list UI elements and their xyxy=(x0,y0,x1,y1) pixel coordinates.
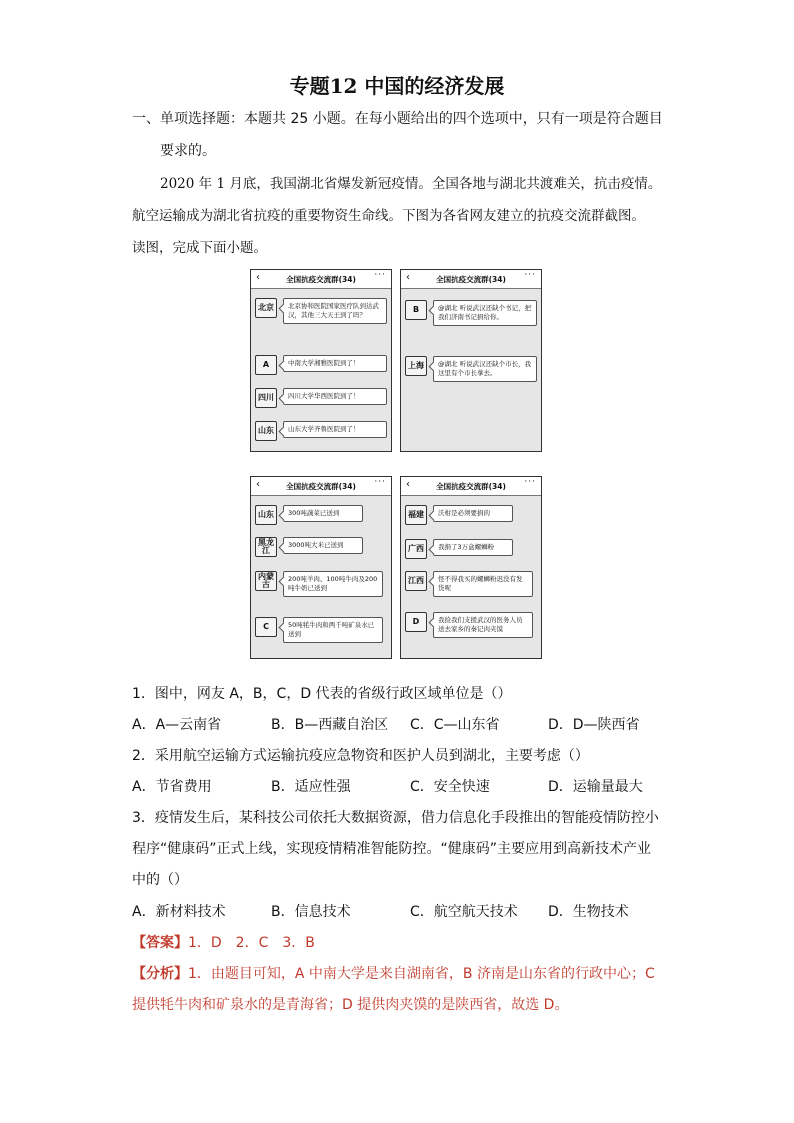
message-bubble: 四川大学华西医院到了！ xyxy=(283,388,387,405)
chevron-left-icon: ‹ xyxy=(406,479,410,490)
answer-label: 【答案】 xyxy=(132,935,188,951)
q2-option-a: A．节省费用 xyxy=(132,779,212,795)
passage-line-3: 读图，完成下面小题。 xyxy=(132,240,267,256)
question-2-stem: 2．采用航空运输方式运输抗疫应急物资和医护人员到湖北，主要考虑（） xyxy=(132,748,589,764)
avatar: 福建 xyxy=(405,505,427,525)
q1-option-c: C．C—山东省 xyxy=(410,717,500,733)
avatar: D xyxy=(405,612,427,632)
chat-message xyxy=(255,571,383,597)
chat-message xyxy=(255,505,363,525)
message-bubble: @湖北 听说武汉还缺个市长，我这里有个市长拿去。 xyxy=(433,356,537,382)
chat-screenshot-1 xyxy=(250,269,392,452)
passage-line-1: 2020 年 1 月底，我国湖北省爆发新冠疫情。全国各地与湖北共渡难关，抗击疫情。 xyxy=(160,176,662,192)
avatar: 上海 xyxy=(405,356,427,376)
message-bubble: 50吨牦牛肉和两千吨矿泉水已送到 xyxy=(283,617,383,643)
message-bubble: 怪不得我买的螺蛳粉迟没有发货呢 xyxy=(433,571,533,597)
chat-message xyxy=(255,421,387,441)
avatar: 内蒙古 xyxy=(255,571,277,591)
chat-message xyxy=(255,537,363,557)
message-bubble: 山东大学齐鲁医院到了！ xyxy=(283,421,387,438)
q1-option-a: A．A—云南省 xyxy=(132,717,222,733)
chevron-left-icon: ‹ xyxy=(256,479,260,490)
chat-screenshot-2 xyxy=(400,269,542,452)
section-heading-cont: 要求的。 xyxy=(160,143,216,159)
q2-option-c: C．安全快速 xyxy=(410,779,490,795)
avatar: 山东 xyxy=(255,421,277,441)
q1-option-b: B．B—西藏自治区 xyxy=(271,717,389,733)
more-dots-icon: ··· xyxy=(524,477,536,487)
avatar: 黑龙江 xyxy=(255,537,277,557)
section-heading: 一、单项选择题：本题共 25 小题。在每小题给出的四个选项中，只有一项是符合题目 xyxy=(132,111,663,127)
avatar: A xyxy=(255,355,277,375)
chat-message xyxy=(255,298,387,324)
avatar: 山东 xyxy=(255,505,277,525)
chat-title: 全国抗疫交流群(34) xyxy=(436,481,506,491)
avatar: B xyxy=(405,300,427,320)
question-1-stem: 1．图中，网友 A，B，C，D 代表的省级行政区域单位是（） xyxy=(132,686,512,702)
avatar: 江西 xyxy=(405,571,427,591)
question-3-stem-2: 程序“健康码”正式上线，实现疫情精准智能防控。“健康码”主要应用到高新技术产业 xyxy=(132,841,652,857)
chat-screenshot-4 xyxy=(400,476,542,659)
answer-text: 1．D 2．C 3．B xyxy=(188,935,315,951)
message-bubble: 中南大学湘雅医院到了！ xyxy=(283,355,387,372)
message-bubble: @湖北 听说武汉还缺个书记，把我们济南书记捐给你。 xyxy=(433,300,537,326)
q3-option-c: C．航空航天技术 xyxy=(410,904,518,920)
chat-title: 全国抗疫交流群(34) xyxy=(286,274,356,284)
avatar: 四川 xyxy=(255,388,277,408)
chat-header xyxy=(401,477,541,496)
q1-option-d: D．D—陕西省 xyxy=(548,717,640,733)
question-3-stem-1: 3．疫情发生后，某科技公司依托大数据资源，借力信息化手段推出的智能疫情防控小 xyxy=(132,810,659,826)
chat-title: 全国抗疫交流群(34) xyxy=(286,481,356,491)
analysis-line-2: 提供牦牛肉和矿泉水的是青海省；D 提供肉夹馍的是陕西省，故选 D。 xyxy=(132,997,569,1013)
q3-option-b: B．信息技术 xyxy=(271,904,351,920)
more-dots-icon: ··· xyxy=(524,270,536,280)
message-bubble: 200吨羊肉、100吨牛肉及200吨牛奶已送到 xyxy=(283,571,383,597)
page-title: 专题12 中国的经济发展 xyxy=(289,74,505,98)
q2-option-d: D．运输量最大 xyxy=(548,779,643,795)
message-bubble: 我捡我们支援武汉的医务人员送去家乡的秦记肉夹馍 xyxy=(433,612,533,638)
chat-message xyxy=(405,300,537,326)
more-dots-icon: ··· xyxy=(374,270,386,280)
passage-line-2: 航空运输成为湖北省抗疫的重要物资生命线。下图为各省网友建立的抗疫交流群截图。 xyxy=(132,208,645,224)
analysis-line-1 xyxy=(132,963,655,983)
chat-header xyxy=(401,270,541,289)
chat-title: 全国抗疫交流群(34) xyxy=(436,274,506,284)
message-bubble: 我捐了3万盒螺蛳粉 xyxy=(433,539,513,556)
message-bubble: 300吨蔬菜已送到 xyxy=(283,505,363,522)
chat-header xyxy=(251,270,391,289)
chat-message xyxy=(255,388,387,408)
chat-message xyxy=(405,539,513,559)
message-bubble: 3000吨大米已送到 xyxy=(283,537,363,554)
chat-message xyxy=(255,355,387,375)
chat-message xyxy=(405,356,537,382)
chat-message xyxy=(405,571,533,597)
q3-option-a: A．新材料技术 xyxy=(132,904,226,920)
chevron-left-icon: ‹ xyxy=(406,272,410,283)
question-3-stem-3: 中的（） xyxy=(132,872,188,888)
avatar: 北京 xyxy=(255,298,277,318)
analysis-text-1: 1．由题目可知，A 中南大学是来自湖南省，B 济南是山东省的行政中心；C xyxy=(188,966,655,982)
chat-screenshot-3 xyxy=(250,476,392,659)
q2-option-b: B．适应性强 xyxy=(271,779,351,795)
more-dots-icon: ··· xyxy=(374,477,386,487)
avatar: 广西 xyxy=(405,539,427,559)
analysis-label: 【分析】 xyxy=(132,966,188,982)
answer-line xyxy=(132,932,315,952)
chat-message xyxy=(255,617,383,643)
chat-message xyxy=(405,612,533,638)
q3-option-d: D．生物技术 xyxy=(548,904,629,920)
chevron-left-icon: ‹ xyxy=(256,272,260,283)
message-bubble: 北京协和医院国家医疗队到达武汉，其他三大天王到了吗？ xyxy=(283,298,387,324)
message-bubble: 沃柑是必须要捐的 xyxy=(433,505,513,522)
chat-header xyxy=(251,477,391,496)
chat-message xyxy=(405,505,513,525)
avatar: C xyxy=(255,617,277,637)
